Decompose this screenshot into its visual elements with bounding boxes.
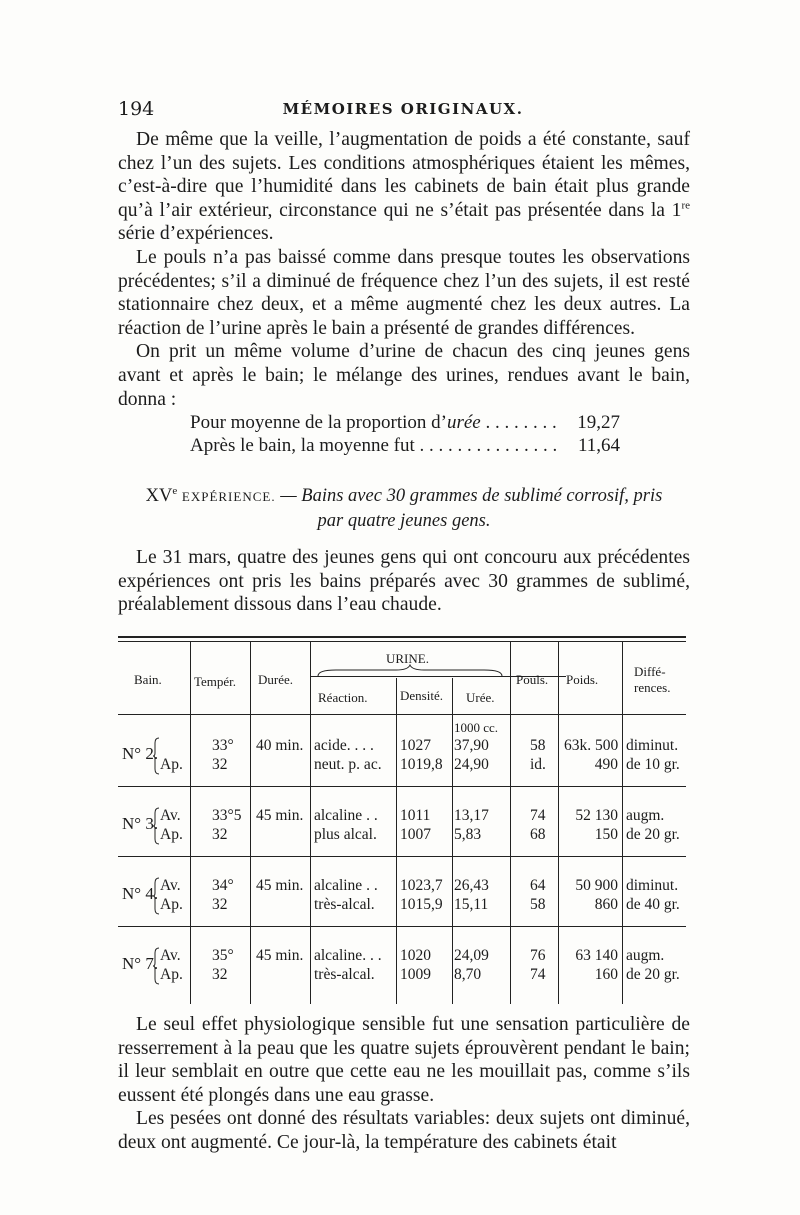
result-label: Pour moyenne de la proportion d’urée . . . <box>190 411 556 434</box>
cell-pouls: 64 <box>530 877 546 894</box>
header-bain: Bain. <box>134 672 162 687</box>
cell-duree: 45 min. <box>256 807 304 824</box>
result-label: Après le bain, la moyenne fut . . . <box>190 434 556 457</box>
cell-uree: 13,17 <box>454 807 489 824</box>
ordinal-superscript: re <box>681 199 690 212</box>
table-row-rule <box>118 856 686 857</box>
cell-temperature: 32 <box>212 826 228 843</box>
cell-difference: augm. <box>626 947 665 964</box>
cell-pouls: 74 <box>530 966 546 983</box>
table-header-rule <box>118 714 686 715</box>
page-number: 194 <box>118 98 155 120</box>
cell-reaction: très-alcal. <box>314 966 375 983</box>
cell-uree: 15,11 <box>454 896 489 913</box>
cell-pouls: 58 <box>530 896 546 913</box>
header-densite: Densité. <box>400 688 443 703</box>
cell-reaction: alcaline. . . <box>314 947 382 964</box>
experiment-intro <box>118 546 690 617</box>
header-differences-2: rences. <box>634 680 671 695</box>
uree-unit: 1000 cc. <box>454 720 499 735</box>
cell-apres: Ap. <box>160 756 183 773</box>
running-head: MÉMOIRES ORIGINAUX. <box>282 100 524 118</box>
cell-poids: 52 130 <box>575 807 618 824</box>
header-reaction: Réaction. <box>318 690 368 705</box>
cell-densite: 1015,9 <box>400 896 443 913</box>
cell-reaction: très-alcal. <box>314 896 375 913</box>
table-top-rule-thin <box>118 641 686 642</box>
cell-avant: Av. <box>160 947 181 964</box>
cell-poids: 63k. 500 <box>564 737 619 754</box>
cell-bain: N° 2. <box>122 744 159 763</box>
cell-temperature: 33° <box>212 737 234 754</box>
table-top-rule <box>118 636 686 638</box>
header-pouls: Pouls. <box>516 672 549 687</box>
cell-duree: 45 min. <box>256 947 304 964</box>
cell-temperature: 32 <box>212 966 228 983</box>
cell-temperature: 32 <box>212 756 228 773</box>
cell-temperature: 33°5 <box>212 807 242 824</box>
cell-temperature: 34° <box>212 877 234 894</box>
cell-bain: N° 3. <box>122 814 159 833</box>
cell-bain: N° 7. <box>122 954 159 973</box>
cell-apres: Ap. <box>160 966 183 983</box>
experiment-title-line1: — Bains avec 30 grammes de sublimé corrosif, pris <box>280 486 663 506</box>
cell-densite: 1019,8 <box>400 756 443 773</box>
header-urine: URINE. <box>386 651 429 666</box>
cell-difference: augm. <box>626 807 665 824</box>
cell-uree: 24,90 <box>454 756 489 773</box>
cell-pouls: id. <box>530 756 546 773</box>
cell-uree: 5,83 <box>454 826 482 843</box>
urea-results <box>190 411 620 457</box>
cell-bain: N° 4. <box>122 884 159 903</box>
paragraph-humidity: De même que la veille, l’augmentation de poids a été constante, sauf chez l’un des sujets. Les conditions atmosphériques étaient les mêmes, c’est-à-dire que l’humidité dans les cabinets de bain était plus grande qu’à l’air extérieur, circonstance qui ne s’était pas présentée dans la 1re série d’expériences. <box>118 129 690 245</box>
results-table <box>118 636 686 1004</box>
cell-reaction: alcaline . . <box>314 807 378 824</box>
experiment-numeral: XV <box>145 486 173 506</box>
paragraph-effect: Le seul effet physiologique sensible fut une sensation particulière de resserrement à la peau que les quatre sujets éprouvèrent pendant le bain; il leur semblait en outre que cette eau ne les mouillait pas, comme s’ils eussent été plongés dans une eau grasse. <box>118 1014 690 1106</box>
cell-difference: diminut. <box>626 737 679 754</box>
cell-pouls: 58 <box>530 737 546 754</box>
result-row <box>190 411 620 434</box>
header-uree: Urée. <box>466 690 495 705</box>
cell-densite: 1009 <box>400 966 431 983</box>
cell-avant: Av. <box>160 877 181 894</box>
cell-uree: 37,90 <box>454 737 489 754</box>
cell-pouls: 74 <box>530 807 546 824</box>
result-value: 19,27 <box>577 412 620 433</box>
row-brace <box>152 947 160 985</box>
cell-densite: 1023,7 <box>400 877 443 894</box>
cell-duree: 45 min. <box>256 877 304 894</box>
cell-poids: 160 <box>594 966 618 983</box>
header-poids: Poids. <box>566 672 599 687</box>
cell-reaction: alcaline . . <box>314 877 378 894</box>
cell-poids: 150 <box>594 826 618 843</box>
paragraph-intro: Le 31 mars, quatre des jeunes gens qui ont concouru aux précédentes expériences ont pris les bains préparés avec 30 grammes de sublimé, préalablement dissous dans l’eau chaude. <box>118 547 690 616</box>
table-row-rule <box>118 926 686 927</box>
cell-difference: de 10 gr. <box>626 756 680 773</box>
table-row-rule <box>118 786 686 787</box>
cell-temperature: 35° <box>212 947 234 964</box>
page-header <box>118 98 688 122</box>
cell-reaction: neut. p. ac. <box>314 756 382 773</box>
row-brace <box>152 807 160 845</box>
paragraph-urine: On prit un même volume d’urine de chacun des cinq jeunes gens avant et après le bain; le mélange des urines, rendues avant le bain, donna : <box>118 341 690 410</box>
cell-apres: Ap. <box>160 896 183 913</box>
cell-uree: 8,70 <box>454 966 482 983</box>
cell-difference: de 20 gr. <box>626 826 680 843</box>
cell-duree: 40 min. <box>256 737 304 754</box>
cell-difference: de 20 gr. <box>626 966 680 983</box>
cell-pouls: 68 <box>530 826 546 843</box>
cell-uree: 26,43 <box>454 877 489 894</box>
cell-uree: 24,09 <box>454 947 489 964</box>
experiment-word: EXPÉRIENCE. <box>181 489 276 504</box>
cell-densite: 1027 <box>400 737 431 754</box>
paragraph-weights: Les pesées ont donné des résultats variables: deux sujets ont diminué, deux ont augmenté. Ce jour-là, la température des cabinets était <box>118 1108 690 1153</box>
cell-reaction: acide. . . . <box>314 737 374 754</box>
urine-brace <box>316 664 504 678</box>
experiment-title-line2: par quatre jeunes gens. <box>317 511 491 531</box>
body-text-top <box>118 128 690 411</box>
cell-difference: diminut. <box>626 877 679 894</box>
header-duree: Durée. <box>258 672 294 687</box>
paragraph-pulse: Le pouls n’a pas baissé comme dans presque toutes les observations précédentes; s’il a diminué de fréquence chez l’un des sujets, il est resté stationnaire chez deux, et a même augmenté chez les deux autres. La réaction de l’urine après le bain a présenté de grandes différences. <box>118 246 690 339</box>
cell-poids: 63 140 <box>575 947 618 964</box>
cell-temperature: 32 <box>212 896 228 913</box>
header-temper: Tempér. <box>194 674 237 689</box>
cell-densite: 1020 <box>400 947 431 964</box>
cell-poids: 490 <box>594 756 618 773</box>
experiment-heading: XVe EXPÉRIENCE. — Bains avec 30 grammes de sublimé corrosif, pris par quatre jeunes gens. <box>118 484 690 533</box>
result-row <box>190 434 620 457</box>
row-brace <box>152 737 160 775</box>
header-differences-1: Diffé- <box>634 664 666 679</box>
cell-poids: 50 900 <box>575 877 618 894</box>
cell-difference: de 40 gr. <box>626 896 680 913</box>
result-value: 11,64 <box>577 435 620 456</box>
cell-reaction: plus alcal. <box>314 826 377 843</box>
cell-densite: 1007 <box>400 826 431 843</box>
cell-pouls: 76 <box>530 947 546 964</box>
cell-poids: 860 <box>594 896 618 913</box>
cell-avant: Av. <box>160 807 181 824</box>
body-text-bottom <box>118 1013 690 1155</box>
cell-densite: 1011 <box>400 807 431 824</box>
row-brace <box>152 877 160 915</box>
cell-apres: Ap. <box>160 826 183 843</box>
